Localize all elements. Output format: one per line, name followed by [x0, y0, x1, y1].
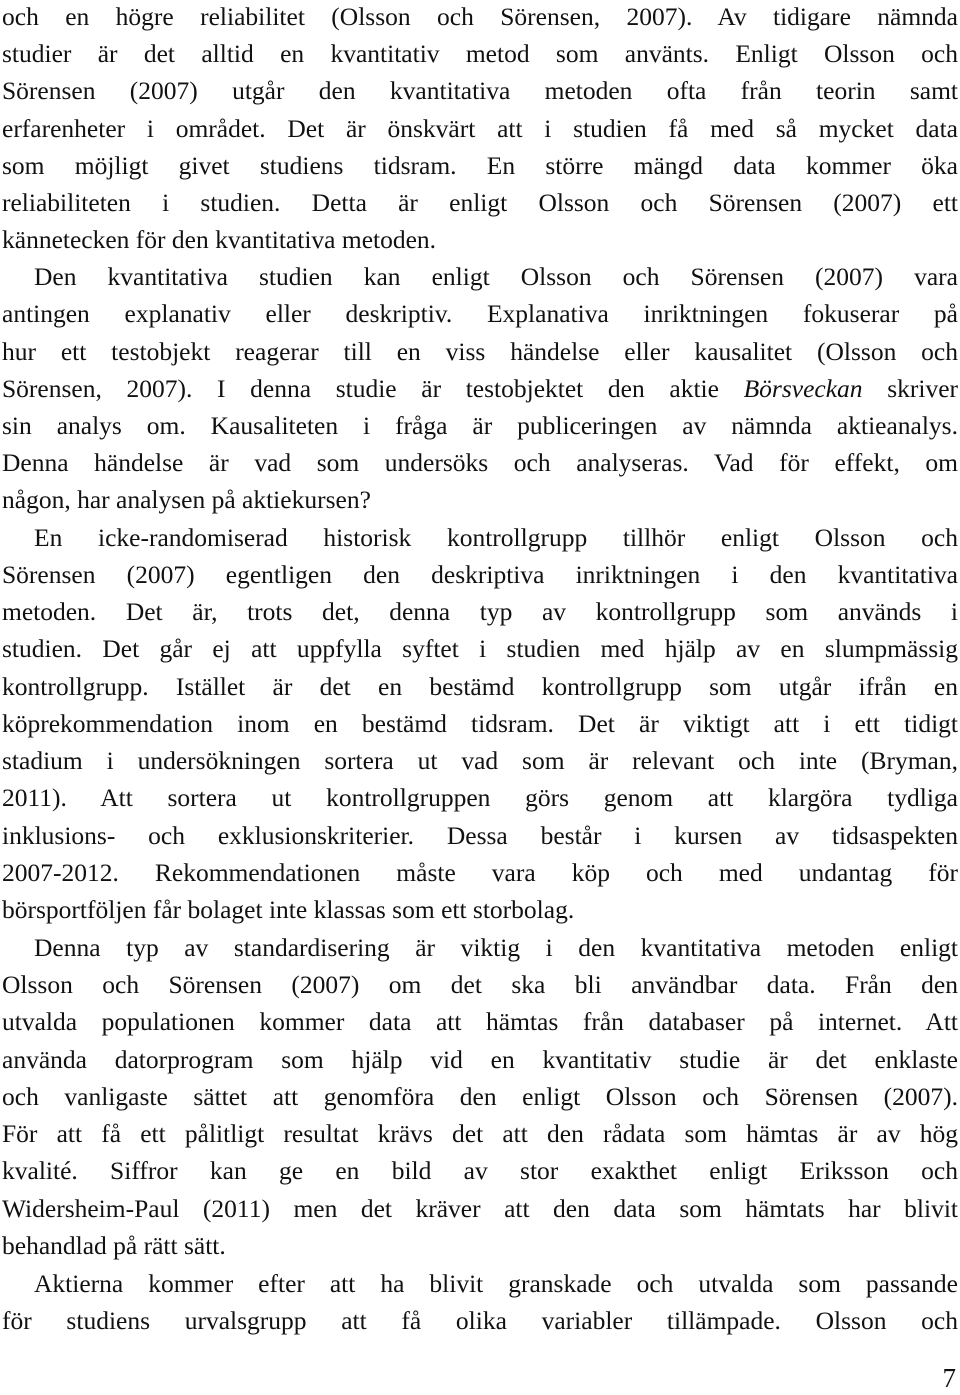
text-line: 2011). Att sortera ut kontrollgruppen görs genom att klargöra tydliga: [2, 783, 958, 812]
text-line: använda datorprogram som hjälp vid en kvantitativ studie är det enklaste: [2, 1045, 958, 1074]
text-line: kvalité. Siffror kan ge en bild av stor exakthet enligt Eriksson och: [2, 1156, 958, 1185]
text-line: för studiens urvalsgrupp att få olika variabler tillämpade. Olsson och: [2, 1306, 958, 1335]
text-line: kännetecken för den kvantitativa metoden.: [2, 225, 437, 254]
text-line: någon, har analysen på aktiekursen?: [2, 485, 371, 514]
text-line: sin analys om. Kausaliteten i fråga är publiceringen av nämnda aktieanalys.: [2, 411, 958, 440]
text-line: behandlad på rätt sätt.: [2, 1231, 226, 1260]
text-line: Den kvantitativa studien kan enligt Olsson och Sörensen (2007) vara: [34, 262, 958, 291]
page-number: 7: [942, 1363, 956, 1393]
text-line: Widersheim-Paul (2011) men det kräver att den data som hämtats har blivit: [2, 1194, 958, 1223]
text-line: Aktierna kommer efter att ha blivit granskade och utvalda som passande: [34, 1269, 958, 1298]
text-line: reliabiliteten i studien. Detta är enligt Olsson och Sörensen (2007) ett: [2, 188, 958, 217]
text-line: hur ett testobjekt reagerar till en viss händelse eller kausalitet (Olsson och: [2, 337, 958, 366]
text-segment: Sörensen, 2007). I denna studie är testobjektet den aktie: [2, 374, 719, 403]
text-line: stadium i undersökningen sortera ut vad som är relevant och inte (Bryman,: [2, 746, 958, 775]
text-line: erfarenheter i området. Det är önskvärt att i studien få med så mycket data: [2, 114, 958, 143]
text-line: och vanligaste sättet att genomföra den enligt Olsson och Sörensen (2007).: [2, 1082, 958, 1111]
text-line: börsportföljen får bolaget inte klassas som ett storbolag.: [2, 895, 575, 924]
text-line: inklusions- och exklusionskriterier. Dessa består i kursen av tidsaspekten: [2, 821, 958, 850]
text-line: En icke-randomiserad historisk kontrollgrupp tillhör enligt Olsson och: [34, 523, 958, 552]
text-line: studien. Det går ej att uppfylla syftet i studien med hjälp av en slumpmässig: [2, 634, 958, 663]
text-line: som möjligt givet studiens tidsram. En större mängd data kommer öka: [2, 151, 958, 180]
text-line: Sörensen (2007) egentligen den deskriptiva inriktningen i den kvantitativa: [2, 560, 958, 589]
publication-name-italic: Börsveckan: [743, 374, 863, 403]
text-line: Sörensen (2007) utgår den kvantitativa metoden ofta från teorin samt: [2, 76, 958, 105]
text-line: och en högre reliabilitet (Olsson och Sörensen, 2007). Av tidigare nämnda: [2, 2, 958, 31]
text-line: utvalda populationen kommer data att hämtas från databaser på internet. Att: [2, 1007, 958, 1036]
text-line: [2, 374, 958, 404]
text-line: Olsson och Sörensen (2007) om det ska bli användbar data. Från den: [2, 970, 958, 999]
text-line: Denna typ av standardisering är viktig i den kvantitativa metoden enligt: [34, 933, 958, 962]
text-line: studier är det alltid en kvantitativ metod som använts. Enligt Olsson och: [2, 39, 958, 68]
text-line: metoden. Det är, trots det, denna typ av kontrollgrupp som används i: [2, 597, 958, 626]
text-line: kontrollgrupp. Istället är det en bestämd kontrollgrupp som utgår ifrån en: [2, 672, 958, 701]
text-line: 2007-2012. Rekommendationen måste vara köp och med undantag för: [2, 858, 958, 887]
text-line: köprekommendation inom en bestämd tidsram. Det är viktigt att i ett tidigt: [2, 709, 958, 738]
text-line: Denna händelse är vad som undersöks och analyseras. Vad för effekt, om: [2, 448, 958, 477]
text-line: För att få ett pålitligt resultat krävs det att den rådata som hämtas är av hög: [2, 1119, 958, 1148]
text-segment: skriver: [887, 374, 959, 403]
text-line: antingen explanativ eller deskriptiv. Explanativa inriktningen fokuserar på: [2, 299, 958, 328]
